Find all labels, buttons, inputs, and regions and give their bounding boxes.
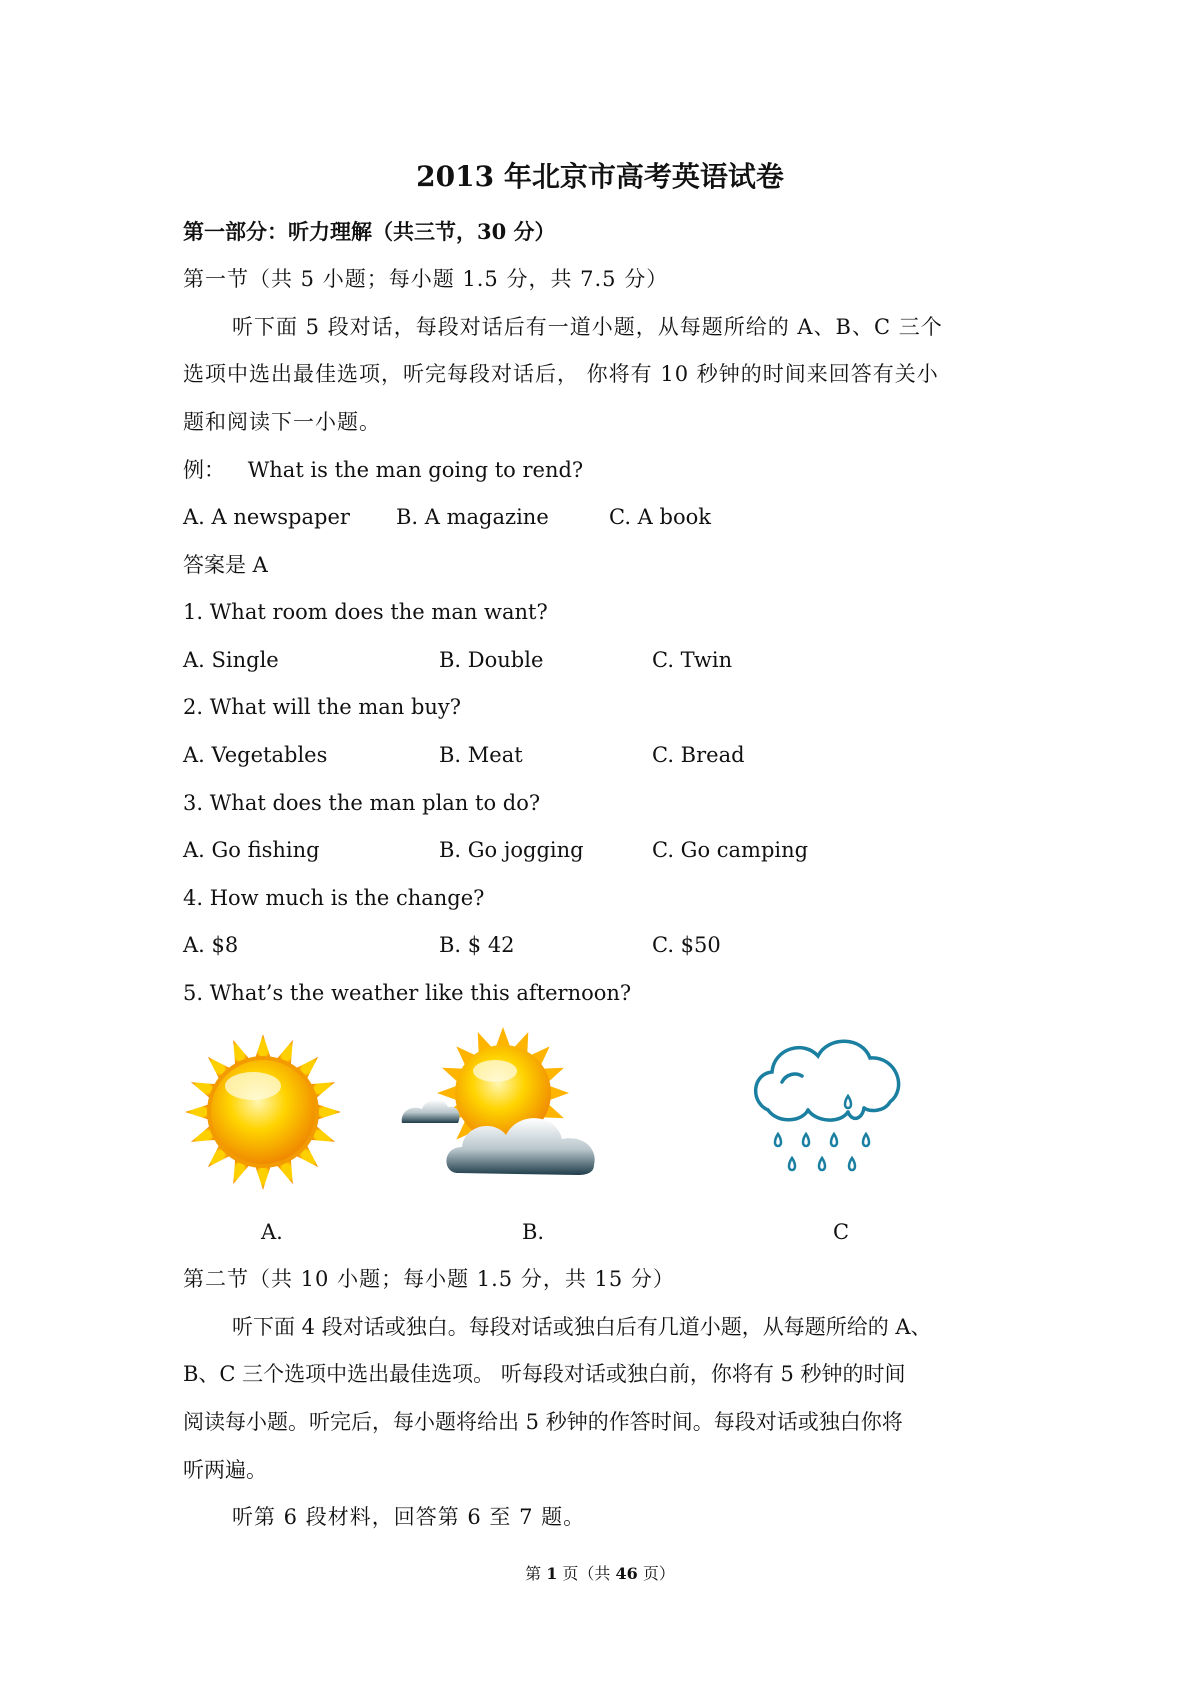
question-2-option-b: B. Meat: [439, 743, 523, 767]
question-4-option-a: A. $8: [183, 933, 239, 957]
question-3-option-b: B. Go jogging: [439, 838, 584, 862]
material-instruction: 听第 6 段材料，回答第 6 至 7 题。: [232, 1505, 586, 1529]
example-answer: 答案是 A: [183, 553, 268, 577]
question-4-option-c: C. $50: [652, 933, 721, 957]
section2-instruction-line: 听两遍。: [183, 1458, 267, 1482]
question-4-option-b: B. $ 42: [439, 933, 515, 957]
example-label: 例：: [183, 458, 225, 482]
question-1-option-c: C. Twin: [652, 648, 733, 672]
question-1-option-b: B. Double: [439, 648, 544, 672]
page-number: 1: [546, 1564, 558, 1583]
question-1-option-a: A. Single: [183, 648, 279, 672]
example-line: [183, 456, 583, 484]
section2-instruction-line: B、C 三个选项中选出最佳选项。 听每段对话或独白前，你将有 5 秒钟的时间: [183, 1362, 906, 1386]
section2-instruction-line: 听下面 4 段对话或独白。每段对话或独白后有几道小题，从每题所给的 A、: [232, 1315, 932, 1339]
sun-icon: [183, 1035, 343, 1190]
question-3-option-a: A. Go fishing: [183, 838, 320, 862]
question-5: 5. What’s the weather like this afternoon?: [183, 981, 632, 1005]
example-question: What is the man going to rend?: [247, 458, 584, 482]
section1-heading: 第一节（共 5 小题；每小题 1.5 分，共 7.5 分）: [183, 267, 669, 291]
section2-heading: 第二节（共 10 小题；每小题 1.5 分，共 15 分）: [183, 1267, 675, 1291]
question-2: 2. What will the man buy?: [183, 695, 462, 719]
page-footer: 第 1 页（共 46 页）: [525, 1564, 675, 1583]
question-2-option-a: A. Vegetables: [183, 743, 328, 767]
picture-caption-a: A.: [261, 1220, 283, 1244]
picture-caption-b: B.: [522, 1220, 545, 1244]
section2-instruction-line: 阅读每小题。听完后，每小题将给出 5 秒钟的作答时间。每段对话或独白你将: [183, 1410, 903, 1434]
picture-caption-c: C: [833, 1220, 850, 1244]
sun-behind-clouds-icon: [398, 1025, 638, 1190]
section1-instruction-line: 题和阅读下一小题。: [183, 410, 381, 434]
question-2-option-c: C. Bread: [652, 743, 745, 767]
page-total: 46: [615, 1564, 638, 1583]
example-option-a: A. A newspaper: [183, 505, 350, 529]
question-3: 3. What does the man plan to do?: [183, 791, 541, 815]
example-option-b: B. A magazine: [396, 505, 549, 529]
example-option-c: C. A book: [609, 505, 711, 529]
page-title: 2013 年北京市高考英语试卷: [416, 160, 784, 193]
section1-instruction-line: 听下面 5 段对话，每段对话后有一道小题，从每题所给的 A、B、C 三个: [232, 315, 943, 339]
question-4: 4. How much is the change?: [183, 886, 485, 910]
section1-instruction-line: 选项中选出最佳选项，听完每段对话后， 你将有 10 秒钟的时间来回答有关小: [183, 362, 939, 386]
rain-cloud-icon: [748, 1030, 908, 1180]
part1-heading: 第一部分：听力理解（共三节，30 分）: [183, 219, 556, 244]
question-1: 1. What room does the man want?: [183, 600, 548, 624]
question-3-option-c: C. Go camping: [652, 838, 809, 862]
